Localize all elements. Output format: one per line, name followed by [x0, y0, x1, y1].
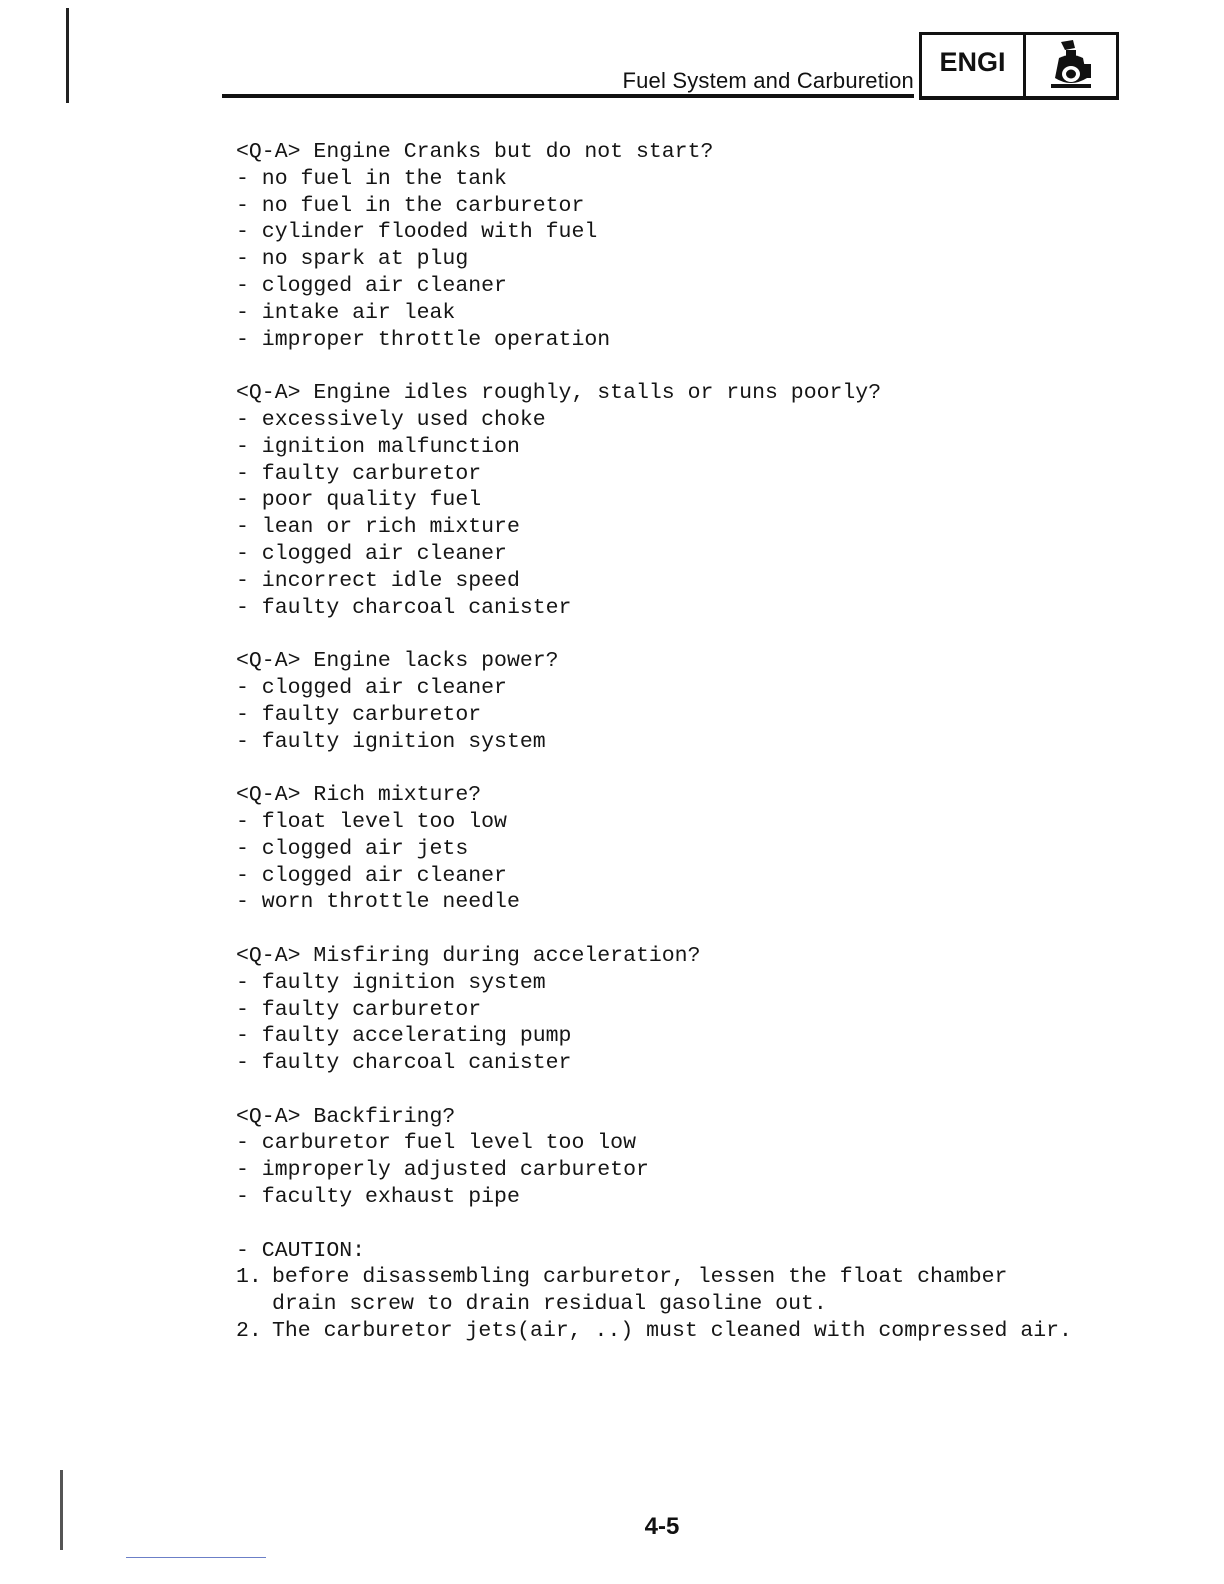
cause-item: - cylinder flooded with fuel: [236, 220, 598, 245]
chapter-title: Fuel System and Carburetion: [622, 68, 914, 93]
qa-section: [236, 943, 1136, 1077]
qa-question: <Q-A> Backfiring?: [236, 1104, 456, 1129]
caution-section: [236, 1238, 1136, 1345]
cause-item: - lean or rich mixture: [236, 515, 520, 540]
caution-item: [236, 1318, 1136, 1345]
section-tab: [919, 32, 1119, 100]
cause-item: - clogged air jets: [236, 836, 469, 861]
qa-question: <Q-A> Rich mixture?: [236, 783, 482, 808]
cause-item: - excessively used choke: [236, 407, 546, 432]
cause-item: - faulty carburetor: [236, 461, 482, 486]
cause-item: - intake air leak: [236, 300, 456, 325]
cause-item: - faulty carburetor: [236, 702, 482, 727]
cause-item: - clogged air cleaner: [236, 541, 507, 566]
qa-section: [236, 139, 1136, 353]
cause-item: - faulty carburetor: [236, 997, 482, 1022]
cause-item: - no fuel in the tank: [236, 166, 507, 191]
cause-item: - improperly adjusted carburetor: [236, 1158, 649, 1183]
qa-question: <Q-A> Engine lacks power?: [236, 649, 559, 674]
cause-item: - worn throttle needle: [236, 890, 520, 915]
header-rule: [222, 94, 914, 98]
cause-item: - clogged air cleaner: [236, 675, 507, 700]
qa-question: <Q-A> Misfiring during acceleration?: [236, 943, 701, 968]
cause-item: - faulty ignition system: [236, 729, 546, 754]
cause-item: - poor quality fuel: [236, 488, 482, 513]
troubleshooting-content: [236, 139, 1136, 1345]
qa-section: [236, 648, 1136, 755]
caution-heading: - CAUTION:: [236, 1238, 366, 1263]
qa-question: <Q-A> Engine Cranks but do not start?: [236, 140, 714, 164]
qa-section: [236, 380, 1136, 621]
cause-item: - clogged air cleaner: [236, 273, 507, 298]
cause-item: - incorrect idle speed: [236, 568, 520, 593]
scan-line-mark: [126, 1557, 266, 1558]
cause-item: - ignition malfunction: [236, 434, 520, 459]
qa-section: [236, 782, 1136, 916]
caution-number: 1.: [236, 1265, 262, 1290]
cause-item: - faulty ignition system: [236, 970, 546, 995]
cause-item: - clogged air cleaner: [236, 863, 507, 888]
caution-number: 2.: [236, 1319, 262, 1344]
engine-icon: [1026, 35, 1116, 96]
cause-item: - carburetor fuel level too low: [236, 1131, 636, 1156]
page-header: [222, 30, 1122, 104]
cause-item: - faulty accelerating pump: [236, 1024, 572, 1049]
caution-text: The carburetor jets(air, ..) must cleaned with compressed air.: [272, 1319, 1072, 1344]
page-number: 4-5: [644, 1513, 680, 1540]
cause-item: - faulty charcoal canister: [236, 1051, 572, 1076]
qa-section: [236, 1104, 1136, 1211]
scan-edge-mark: [66, 8, 69, 103]
cause-item: - improper throttle operation: [236, 327, 611, 352]
caution-item: [236, 1264, 1136, 1318]
caution-text: before disassembling carburetor, lessen the float chamber drain screw to drain residual gasoline out.: [272, 1265, 1008, 1317]
cause-item: - no spark at plug: [236, 247, 469, 272]
section-label: ENGI: [922, 35, 1026, 96]
cause-item: - faculty exhaust pipe: [236, 1185, 520, 1210]
cause-item: - float level too low: [236, 809, 507, 834]
cause-item: - faulty charcoal canister: [236, 595, 572, 620]
qa-question: <Q-A> Engine idles roughly, stalls or runs poorly?: [236, 381, 882, 406]
cause-item: - no fuel in the carburetor: [236, 193, 585, 218]
